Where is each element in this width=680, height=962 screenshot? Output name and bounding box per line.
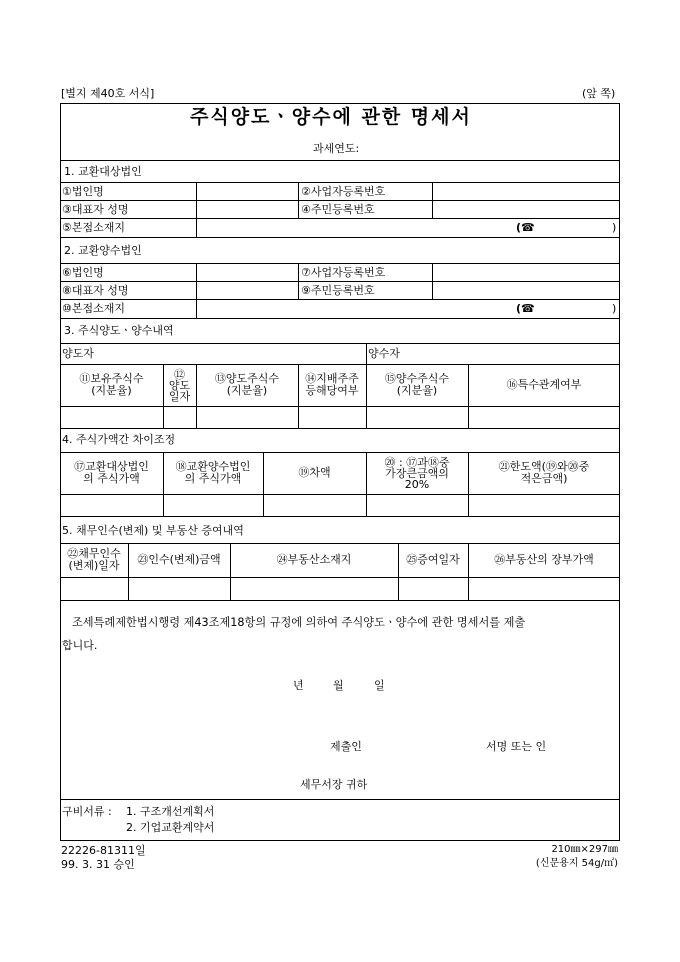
s4-col-acquirer-price: ⑱교환양수법인 의 주식가액 [175,460,251,485]
s3-col-controlling: ⑭지배주주 등해당여부 [305,372,359,397]
s2-biz-no-label: ⑦사업자등록번호 [301,266,386,279]
s5-col-book-value: ㉖부동산의 장부가액 [494,553,594,567]
date-day: 일 [374,679,385,692]
s3-col-related: ⑯특수관계여부 [506,378,582,392]
s1-corp-name-label: ①법인명 [62,185,104,198]
s2-corp-name-label: ⑥법인명 [62,266,104,279]
footer-size: 210㎜×297㎜ [551,844,618,855]
s2-rep-name-label: ⑧대표자 성명 [62,284,129,297]
s5-col-debt-date: ㉒채무인수 (변제)일자 [67,547,121,572]
section2-heading: 2. 교환양수법인 [64,244,142,257]
s1-phone-close: ) [612,221,617,234]
s4-col-limit: ㉑한도액(⑲와⑳중 적은금액) [498,460,590,485]
submitter-label: 제출인 [330,740,362,753]
date-month: 월 [333,679,344,692]
section1-heading: 1. 교환대상법인 [64,165,142,178]
attachment-item-2: 2. 기업교환계약서 [126,821,215,834]
tax-year-label: 과세연도: [313,142,360,155]
s2-phone-close: ) [612,302,617,315]
s2-resident-no-label: ⑨주민등록번호 [301,284,375,297]
footer-code: 22226-81311일 [61,844,146,857]
s1-resident-no-label: ④주민등록번호 [301,203,375,216]
form-title: 주식양도ㆍ양수에 관한 명세서 [190,106,472,128]
form-number: [별지 제40호 서식] [61,87,155,100]
s3-col-holding: ⑪보유주식수 (지분율) [79,372,144,397]
signature-label: 서명 또는 인 [486,740,547,753]
s2-hq-label: ⑩본점소재지 [62,302,125,315]
declaration-line2: 합니다. [62,639,98,652]
s4-col-twenty-percent: ⑳ : ⑰과⑱중 가장큰금액의 20% [384,455,450,491]
attachment-item-1: 1. 구조개선계획서 [126,805,215,818]
s3-col-transfer-shares: ⑬양도주식수 (지분율) [214,372,280,397]
s1-phone-open: (☎ [516,221,535,234]
s4-col-target-price: ⑰교환대상법인 의 주식가액 [74,460,149,485]
s3-col-acquired-shares: ⑮양수주식수 (지분율) [384,372,450,397]
footer-approval: 99. 3. 31 승인 [61,858,135,871]
footer-paper: (신문용지 54g/㎡) [535,858,618,869]
addressee: 세무서장 귀하 [300,778,368,791]
section5-heading: 5. 채무인수(변제) 및 부동산 증여내역 [62,524,244,537]
s5-col-property-location: ㉔부동산소재지 [276,553,352,567]
attachments-label: 구비서류 : [62,805,112,818]
s3-col-transfer-date: ⑫ 양도 일자 [168,367,191,403]
transferor-label: 양도자 [62,347,94,360]
s1-hq-label: ⑤본점소재지 [62,221,125,234]
s2-phone-open: (☎ [516,302,535,315]
declaration-line1: 조세특례제한법시행령 제43조제18항의 규정에 의하여 주식양도ㆍ양수에 관한 명세서를 제출 [72,616,526,629]
date-year: 년 [293,679,304,692]
transferee-label: 양수자 [368,347,400,360]
s5-col-debt-amount: ㉓인수(변제)금액 [137,553,221,567]
s5-col-gift-date: ㉕증여일자 [406,553,460,567]
section4-heading: 4. 주식가액간 차이조정 [62,433,176,446]
s1-rep-name-label: ③대표자 성명 [62,203,129,216]
section3-heading: 3. 주식양도ㆍ양수내역 [64,324,174,337]
s4-col-difference: ⑲차액 [298,466,331,480]
page-side-label: (앞 쪽) [582,87,616,100]
s1-biz-no-label: ②사업자등록번호 [301,185,386,198]
